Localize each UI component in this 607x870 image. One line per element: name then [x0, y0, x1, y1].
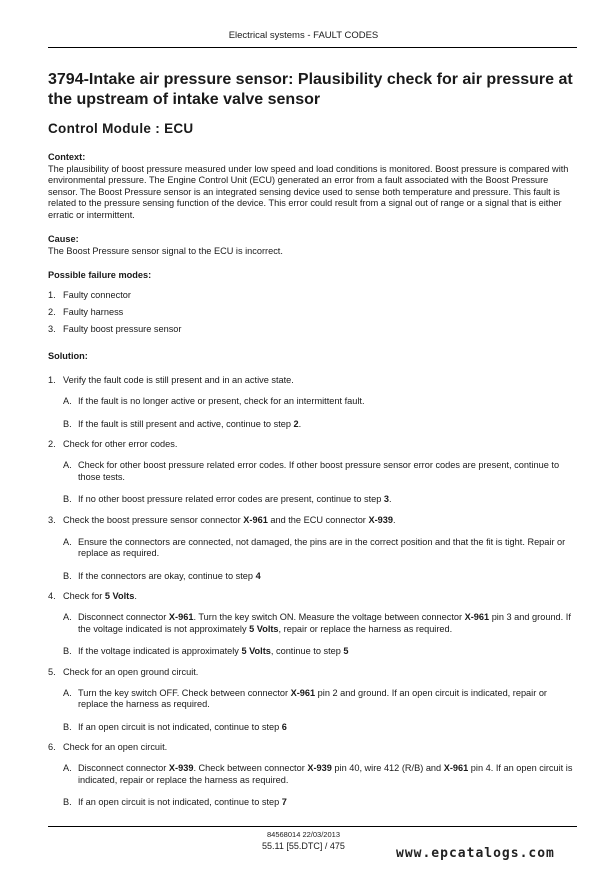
cause-label: Cause: [48, 234, 79, 244]
context-label: Context: [48, 152, 86, 162]
substep-text: If an open circuit is not indicated, continue to step [78, 797, 282, 807]
connector-ref: X-961 [443, 763, 469, 773]
header-rule [48, 47, 577, 48]
substep-text: Turn the key switch OFF. Check between connector [78, 687, 291, 698]
step-ref: 2 [293, 418, 299, 429]
substep-letter: A. [63, 396, 72, 406]
substep-letter: A. [63, 763, 72, 773]
list-text: Faulty boost pressure sensor [63, 323, 182, 334]
failure-modes-label: Possible failure modes: [48, 270, 152, 280]
step-text: . [134, 591, 137, 601]
solution-substep [48, 797, 578, 809]
step-text: Check for an open circuit. [63, 742, 168, 752]
step-number: 2. [48, 439, 56, 449]
solution-substep [48, 763, 578, 786]
solution-substep [48, 396, 578, 408]
solution-substep [48, 419, 578, 431]
solution-substep [48, 537, 578, 560]
footer-page-number: 55.11 [55.DTC] / 475 [262, 841, 345, 851]
list-text: Faulty connector [63, 289, 131, 300]
solution-step-6 [48, 741, 578, 753]
substep-text: . [298, 418, 302, 429]
substep-letter: B. [63, 797, 72, 807]
footer-doc-number: 84568014 22/03/2013 [267, 830, 340, 839]
connector-ref: X-961 [464, 612, 490, 622]
page-title: 3794-Intake air pressure sensor: Plausibility check for air pressure at the upstream of intake valve sensor [48, 71, 573, 108]
step-number: 5. [48, 666, 56, 677]
list-number: 2. [48, 306, 56, 317]
voltage-ref: 5 Volts [249, 623, 279, 634]
substep-letter: B. [63, 494, 72, 504]
substep-text: pin 4. If an open circuit is indicated, repair or replace the harness as required. [78, 763, 573, 785]
connector-ref: X-939 [368, 514, 393, 525]
substep-letter: A. [63, 687, 72, 698]
document-body [48, 152, 578, 809]
voltage-ref: 5 Volts [241, 646, 271, 656]
solution-step-4 [48, 590, 578, 602]
solution-substep [48, 494, 578, 506]
substep-text: If no other boost pressure related error codes are present, continue to step [78, 494, 384, 504]
step-ref: 7 [281, 797, 287, 807]
cause-section [48, 234, 578, 257]
substep-letter: A. [63, 460, 72, 470]
solution-substep [48, 646, 578, 658]
connector-ref: X-939 [307, 763, 332, 773]
substep-letter: B. [63, 721, 72, 732]
substep-text: Disconnect connector [78, 612, 169, 622]
substep-text: If the voltage indicated is approximately [78, 646, 242, 656]
step-text: . [392, 514, 396, 525]
step-ref: 5 [343, 646, 349, 656]
substep-letter: B. [63, 646, 72, 656]
solution-substep [48, 571, 578, 583]
substep-text: Disconnect connector [78, 763, 169, 773]
step-text: Check for other error codes. [63, 439, 178, 449]
cause-text: The Boost Pressure sensor signal to the ECU is incorrect. [48, 245, 283, 256]
step-text: Verify the fault code is still present and in an active state. [63, 375, 294, 385]
step-number: 6. [48, 742, 56, 752]
footer-rule [48, 826, 577, 827]
substep-text: If the fault is still present and active, continue to step [78, 418, 294, 429]
solution-section [48, 351, 578, 809]
solution-substep [48, 460, 578, 483]
connector-ref: X-961 [168, 612, 194, 622]
substep-letter: B. [63, 570, 72, 581]
connector-ref: X-961 [243, 514, 268, 525]
watermark: www.epcatalogs.com [396, 846, 555, 861]
solution-label: Solution: [48, 350, 88, 361]
page-header: Electrical systems - FAULT CODES [228, 30, 379, 41]
list-item [48, 321, 578, 338]
step-number: 3. [48, 514, 56, 525]
list-text: Faulty harness [63, 306, 124, 317]
substep-letter: A. [63, 612, 72, 622]
list-number: 3. [48, 323, 56, 334]
substep-text: pin 40, wire 412 (R/B) and [331, 763, 444, 773]
substep-text: . [389, 494, 392, 504]
step-text: and the ECU connector [267, 514, 369, 525]
step-text: Check the boost pressure sensor connector [63, 514, 244, 525]
connector-ref: X-939 [168, 763, 194, 773]
substep-letter: B. [63, 418, 72, 429]
voltage-ref: 5 Volts [104, 591, 135, 601]
substep-text: , continue to step [270, 646, 344, 656]
failure-modes-section [48, 270, 578, 338]
step-ref: 4 [255, 570, 261, 581]
substep-text: If an open circuit is not indicated, continue to step [78, 721, 282, 732]
substep-text: . Check between connector [193, 763, 308, 773]
substep-text: Ensure the connectors are connected, not damaged, the pins are in the correct position and that the fit is tight. Repair or replace as required. [78, 536, 566, 558]
substep-text: pin 2 and ground. If an open circuit is indicated, repair or replace the harness as required. [78, 687, 547, 709]
step-number: 4. [48, 591, 56, 601]
step-number: 1. [48, 375, 56, 385]
solution-step-5 [48, 666, 578, 678]
substep-text: If the connectors are okay, continue to step [78, 570, 256, 581]
solution-step-3 [48, 514, 578, 526]
control-module-heading: Control Module : ECU [48, 121, 194, 136]
context-text: The plausibility of boost pressure measured under low speed and load conditions is monitored. Boost pressure is compared with environmental pressure. The Engine Control Unit (ECU) generated an error from a fault associated with the Boost Pressure sensor. The Boost Pressure sensor is an integrated sensing device used to sense both temperature and pressure. This fault is related to the pressure sensing function of the device. This error could result from a signal out of range or a signal that is either erratic or intermittent. [48, 163, 569, 220]
step-text: Check for an open ground circuit. [63, 666, 199, 677]
substep-text: Check for other boost pressure related error codes. If other boost pressure sensor error codes are present, continue to those tests. [78, 460, 560, 482]
substep-text: , repair or replace the harness as required. [278, 623, 453, 634]
context-section [48, 152, 578, 221]
solution-step-2 [48, 438, 578, 450]
substep-letter: A. [63, 536, 72, 547]
substep-text: . Turn the key switch ON. Measure the voltage between connector [193, 612, 465, 622]
connector-ref: X-961 [290, 687, 316, 698]
list-item [48, 304, 578, 321]
substep-text: If the fault is no longer active or present, check for an intermittent fault. [78, 396, 365, 406]
solution-step-1 [48, 374, 578, 386]
solution-substep [48, 722, 578, 734]
solution-substep [48, 612, 578, 635]
step-ref: 6 [281, 721, 287, 732]
list-item [48, 287, 578, 304]
step-text: Check for [63, 591, 105, 601]
step-ref: 3 [383, 494, 390, 504]
list-number: 1. [48, 289, 56, 300]
substep-text: pin 3 and ground. If the voltage indicated is not approximately [78, 612, 571, 634]
solution-substep [48, 688, 578, 711]
